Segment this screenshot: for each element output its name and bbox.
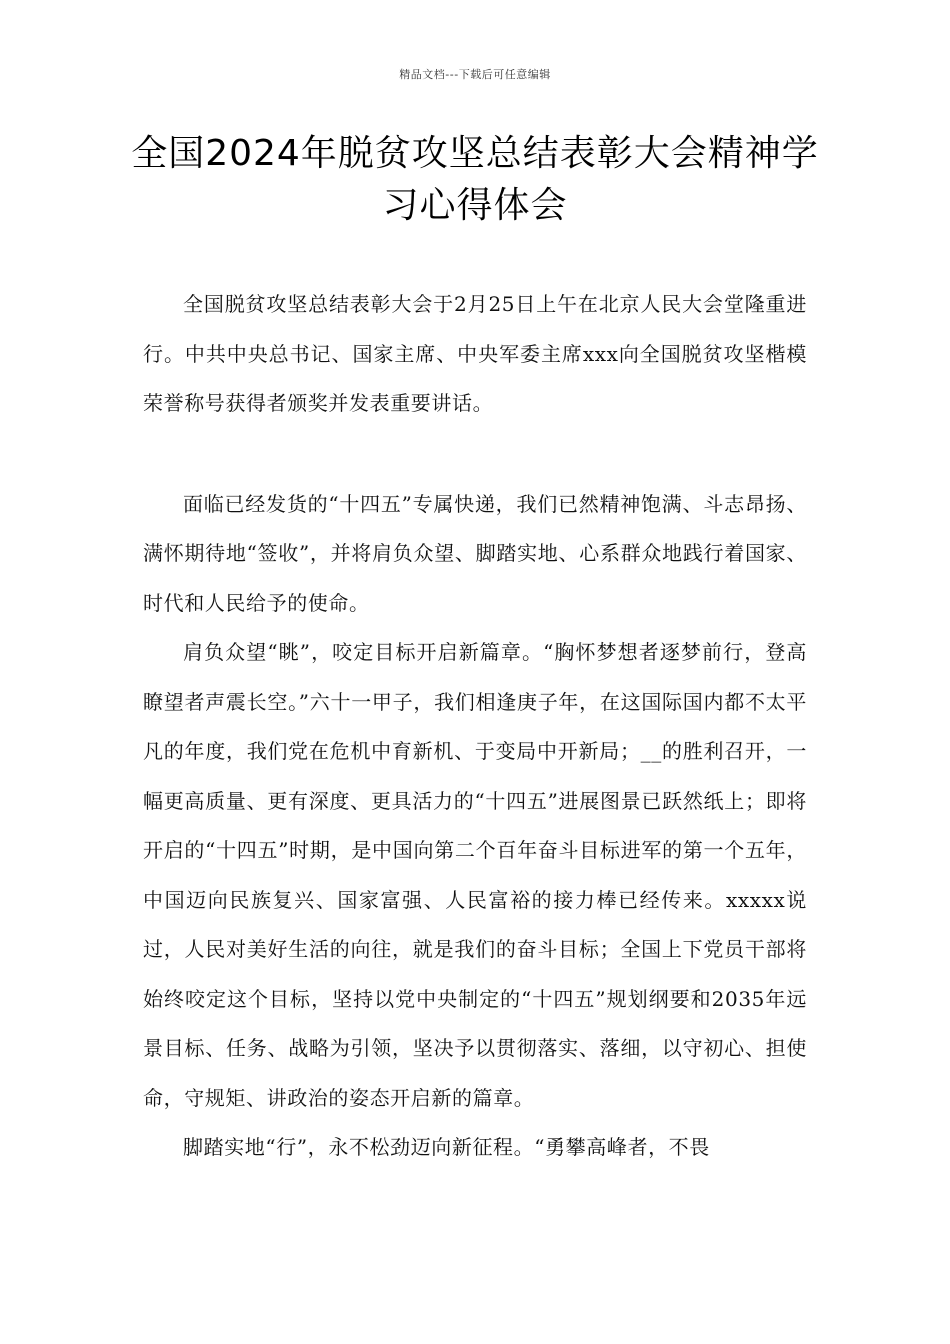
paragraph-2: 面临已经发货的“十四五”专属快递，我们已然精神饱满、斗志昂扬、满怀期待地“签收”，并将肩负众望、脚踏实地、心系群众地践行着国家、时代和人民给予的使命。 — [143, 491, 807, 615]
paragraph-3: 肩负众望“眺”，咬定目标开启新篇章。“胸怀梦想者逐梦前行，登高瞭望者声震长空。”六十一甲子，我们相逢庚子年，在这国际国内都不太平凡的年度，我们党在危机中育新机、于变局中开新局；__的胜利召开，一幅更高质量、更有深度、更具活力的“十四五”进展图景已跃然纸上；即将开启的“十四五”时期，是中国向第二个百年奋斗目标进军的第一个五年，中国迈向民族复兴、国家富强、人民富裕的接力棒已经传来。xxxxx说过，人民对美好生活的向往，就是我们的奋斗目标；全国上下党员干部将始终咬定这个目标，坚持以党中央制定的“十四五”规划纲要和2035年远景目标、任务、战略为引领，坚决予以贯彻落实、落细，以守初心、担使命，守规矩、讲政治的姿态开启新的篇章。 — [143, 640, 807, 1110]
document-title: 全国2024年脱贫攻坚总结表彰大会精神学习心得体会 — [131, 133, 819, 226]
header-note: 精品文档---下载后可任意编辑 — [399, 68, 551, 81]
document-body — [143, 280, 807, 1173]
paragraph-intro: 全国脱贫攻坚总结表彰大会于2月25日上午在北京人民大会堂隆重进行。中共中央总书记、国家主席、中央军委主席xxx向全国脱贫攻坚楷模荣誉称号获得者颁奖并发表重要讲话。 — [143, 292, 807, 415]
paragraph-4: 脚踏实地“行”，永不松劲迈向新征程。“勇攀高峰者，不畏 — [183, 1135, 710, 1159]
